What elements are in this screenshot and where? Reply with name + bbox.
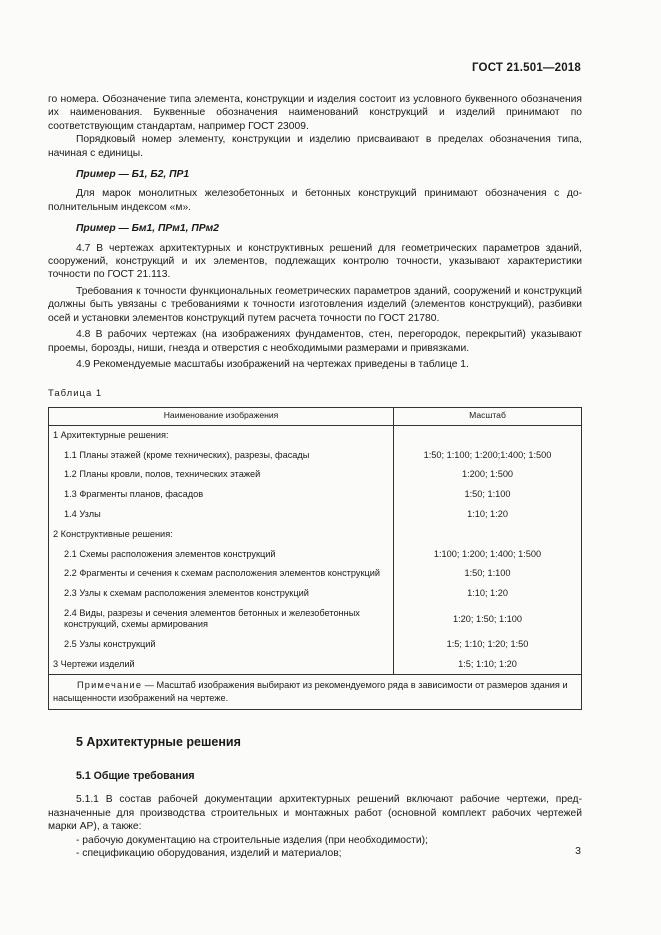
row-name: 1.3 Фрагменты планов, фасадов: [49, 485, 394, 505]
row-scale: 1:50; 1:100: [394, 564, 582, 584]
row-name: 2 Конструктивные решения:: [49, 525, 394, 545]
row-name: 1.4 Узлы: [49, 505, 394, 525]
note-text: — Масштаб изображения выбирают из рекомендуемого ряда в зависимости от размеров здания и насыщенности изображений на чертеже.: [53, 680, 568, 703]
document-code: ГОСТ 21.501—2018: [471, 62, 581, 74]
paragraph-4-9: 4.9 Рекомендуемые масштабы изображений на чертежах приведены в таблице 1.: [76, 358, 469, 370]
table-row: [49, 525, 582, 545]
row-scale: 1:5; 1:10; 1:20: [394, 655, 582, 675]
table-caption: Таблица 1: [48, 388, 103, 400]
paragraph-4-7: 4.7 В чертежах архитектурных и конструктивных решений для геометрических параметров зданий, сооружений, конструкций и их элементов, подлежащих контролю точности, указывают характеристики точности по ГОСТ 21.113.: [48, 242, 582, 281]
row-scale: 1:100; 1:200; 1:400; 1:500: [394, 545, 582, 565]
scale-table: [48, 407, 582, 711]
table-header-name: Наименование изображения: [49, 407, 394, 425]
row-name: 1.2 Планы кровли, полов, технических этажей: [49, 465, 394, 485]
subsection-title: 5.1 Общие требования: [76, 769, 195, 782]
table-row: [49, 485, 582, 505]
table-note: [49, 675, 582, 710]
row-name: 3 Чертежи изделий: [49, 655, 394, 675]
row-name: 2.2 Фрагменты и сечения к схемам расположения элементов конструкций: [49, 564, 394, 584]
row-scale: 1:10; 1:20: [394, 584, 582, 604]
table-row: [49, 584, 582, 604]
paragraph: го номера. Обозначение типа элемента, конструкции и изделия состоит из условного буквенного обозначения их наименования. Буквенные обозначения наименований конструкций и изделий принимают по соответствующим стандартам, например ГОСТ 23009.: [48, 94, 582, 132]
example-line: Пример — Б1, Б2, ПР1: [76, 169, 190, 181]
row-scale: 1:5; 1:10; 1:20; 1:50: [394, 635, 582, 655]
row-scale: 1:20; 1:50; 1:100: [394, 604, 582, 635]
paragraph: Для марок монолитных железобетонных и бетонных конструкций принимают обозначения с дополнительным индексом «м».: [48, 188, 582, 213]
page-number: 3: [575, 845, 581, 857]
table-row: [49, 465, 582, 485]
paragraph: Требования к точности функциональных геометрических параметров зданий, сооружений и конструкций должны быть увязаны с требованиями к точности изготовления изделий (элементов конструкций), разбивки осей и установки элементов конструкций путем расчета точности по ГОСТ 21780.: [48, 285, 582, 324]
table-row: [49, 425, 582, 445]
row-name: 1 Архитектурные решения:: [49, 425, 394, 445]
list-item: - рабочую документацию на строительные изделия (при необходимости);: [76, 834, 428, 846]
row-scale: [394, 525, 582, 545]
row-name: 2.5 Узлы конструкций: [49, 635, 394, 655]
example-line: Пример — Бм1, ПРм1, ПРм2: [76, 223, 219, 235]
note-lead: Примечание: [77, 680, 143, 691]
row-scale: [394, 425, 582, 445]
paragraph: Порядковый номер элементу, конструкции и изделию присваивают в пределах обозначения типа, начиная с единицы.: [48, 134, 582, 159]
table-row: [49, 505, 582, 525]
row-scale: 1:200; 1:500: [394, 465, 582, 485]
row-name: 2.3 Узлы к схемам расположения элементов конструкций: [49, 584, 394, 604]
table-row: [49, 446, 582, 466]
table-row: [49, 545, 582, 565]
row-scale: 1:10; 1:20: [394, 505, 582, 525]
row-scale: 1:50; 1:100; 1:200;1:400; 1:500: [394, 446, 582, 466]
paragraph-4-8: 4.8 В рабочих чертежах (на изображениях фундаментов, стен, перегородок, перекрытий) указывают проемы, борозды, ниши, гнезда и отверстия с необходимыми размерами и привязками.: [48, 329, 582, 354]
row-name: 2.1 Схемы расположения элементов конструкций: [49, 545, 394, 565]
table-row: [49, 564, 582, 584]
table-header-scale: Масштаб: [394, 407, 582, 425]
table-row: [49, 635, 582, 655]
row-name: 2.4 Виды, разрезы и сечения элементов бетонных и железобетонных конструкций, схемы армирования: [49, 604, 394, 635]
section-title: 5 Архитектурные решения: [76, 735, 241, 750]
row-name: 1.1 Планы этажей (кроме технических), разрезы, фасады: [49, 446, 394, 466]
table-note-row: [49, 675, 582, 710]
row-scale: 1:50; 1:100: [394, 485, 582, 505]
table-row: [49, 655, 582, 675]
page-content: [48, 93, 582, 860]
table-row: [49, 604, 582, 635]
paragraph-5-1-1: 5.1.1 В состав рабочей документации архитектурных решений включают рабочие чертежи, предназначенные для производства строительных и монтажных работ (основной комплект рабочих чертежей марки АР), а также:: [48, 794, 582, 833]
list-item: - спецификацию оборудования, изделий и материалов;: [76, 847, 342, 859]
